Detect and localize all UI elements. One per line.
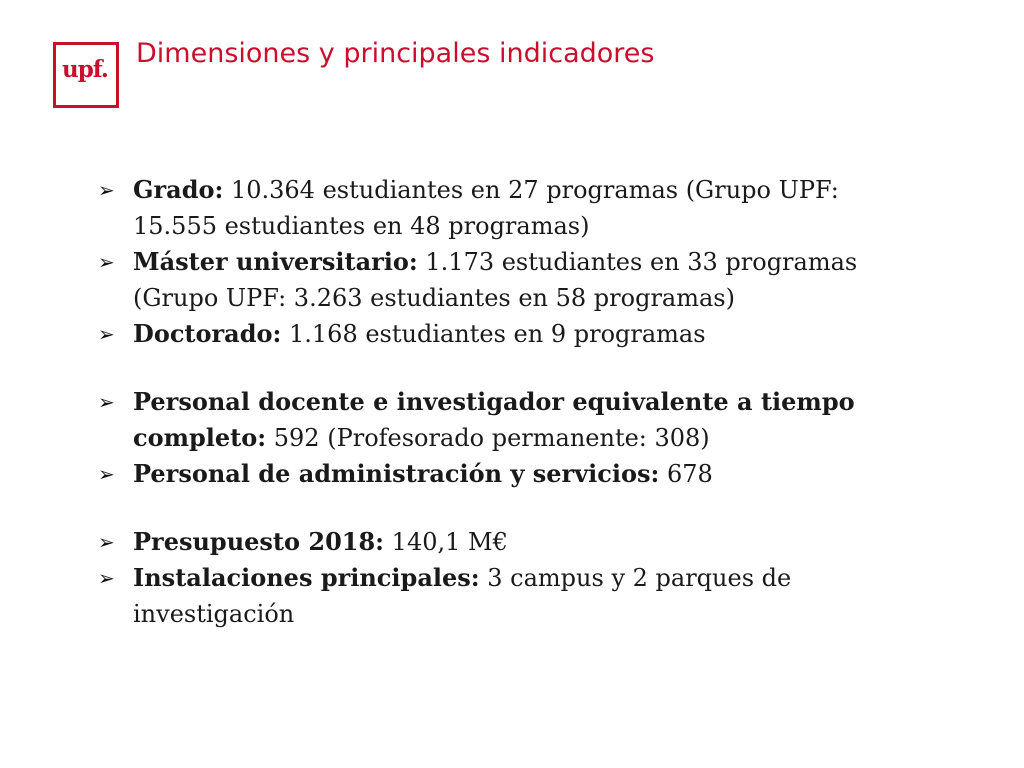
bullet-label: Personal docente e investigador equivalente a tiempo completo:	[133, 387, 855, 452]
list-spacer	[98, 352, 928, 384]
bullet-pdi	[98, 384, 928, 456]
bullet-text: 1.168 estudiantes en 9 programas	[281, 320, 706, 348]
bullet-label: Grado:	[133, 175, 224, 204]
slide-title: Dimensiones y principales indicadores	[136, 38, 655, 69]
bullet-label: Personal de administración y servicios:	[133, 459, 660, 488]
bullet-label: Presupuesto 2018:	[133, 527, 385, 556]
bullet-grado	[98, 172, 928, 244]
list-spacer	[98, 492, 928, 524]
arrow-bullet-icon: ➢	[98, 462, 115, 486]
bullet-label: Instalaciones principales:	[133, 563, 480, 592]
bullet-text: 678	[659, 460, 713, 488]
bullet-text: 592 (Profesorado permanente: 308)	[266, 424, 710, 452]
logo-text: upf.	[62, 56, 108, 83]
bullet-label: Doctorado:	[133, 319, 282, 348]
arrow-bullet-icon: ➢	[98, 250, 115, 274]
arrow-bullet-icon: ➢	[98, 178, 115, 202]
upf-logo	[53, 42, 119, 108]
bullet-text: 10.364 estudiantes en 27 programas (Grupo UPF: 15.555 estudiantes en 48 programas)	[133, 176, 839, 240]
bullet-text: 1.173 estudiantes en 33 programas (Grupo UPF: 3.263 estudiantes en 58 programas)	[133, 248, 858, 312]
bullet-instalaciones	[98, 560, 928, 632]
indicator-list	[98, 172, 928, 632]
bullet-pas	[98, 456, 928, 492]
arrow-bullet-icon: ➢	[98, 322, 115, 346]
bullet-presupuesto	[98, 524, 928, 560]
bullet-master	[98, 244, 928, 316]
bullet-label: Máster universitario:	[133, 247, 418, 276]
bullet-text: 140,1 M€	[384, 528, 508, 556]
arrow-bullet-icon: ➢	[98, 390, 115, 414]
bullet-doctorado	[98, 316, 928, 352]
arrow-bullet-icon: ➢	[98, 566, 115, 590]
bullet-text: 3 campus y 2 parques de investigación	[133, 564, 792, 628]
arrow-bullet-icon: ➢	[98, 530, 115, 554]
